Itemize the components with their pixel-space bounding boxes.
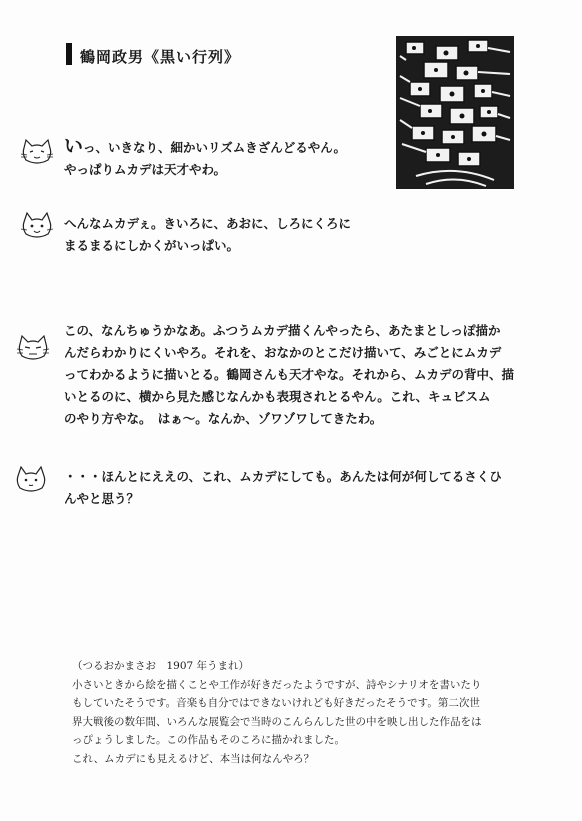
dialogue-2 — [64, 213, 524, 257]
artist-bio — [72, 657, 532, 768]
dialogue-1-line-2: やっぱりムカデは天才やわ。 — [64, 162, 227, 177]
dialogue-1 — [64, 135, 524, 181]
bio-line-5: っぴょうしました。この作品もそのころに描かれました。 — [72, 734, 345, 746]
dialogue-3-line-3: ってわかるように描いとる。鶴岡さんも天才やな。それから、ムカデの背中、描 — [64, 367, 515, 382]
title-marker-bar — [66, 43, 72, 65]
bio-line-1: （つるおかまさお 1907 年うまれ） — [72, 660, 250, 672]
dialogue-3-line-4: いとるのに、横から見た感じなんかも表現されとるやん。これ、キュビスム — [64, 389, 491, 404]
dialogue-1-line-1: っ、いきなり、細かいリズムきざんどるやん。 — [83, 140, 347, 155]
dialogue-1-first-char: い — [64, 135, 84, 157]
bio-line-3: もしていたそうです。音楽も自分ではできないけれども好きだったそうです。第二次世 — [72, 697, 480, 709]
bio-line-2: 小さいときから絵を描くことや工作が好きだったようですが、詩やシナリオを書いたり — [72, 678, 482, 691]
dialogue-4-line-1: ・・・ほんとにええの、これ、ムカデにしても。あんたは何が何してるさくひ — [64, 469, 502, 484]
dialogue-3-line-5: のやり方やな。 はぁ～。なんか、ゾワゾワしてきたわ。 — [64, 411, 383, 426]
dialogue-4-line-2: んやと思う？ — [64, 491, 140, 506]
dialogue-4 — [64, 466, 524, 510]
bio-line-4: 界大戦後の数年間、いろんな展覧会で当時のこんらんした世の中を映し出した作品をは — [72, 715, 482, 728]
page-title: 鶴岡政男《黒い行列》 — [80, 48, 241, 66]
cat-face-icon — [16, 334, 50, 362]
dialogue-3-line-2: んだらわかりにくいやろ。それを、おなかのとこだけ描いて、みごとにムカデ — [64, 345, 502, 360]
dialogue-3-line-1: この、なんちゅうかなあ。ふつうムカデ描くんやったら、あたまとしっぽ描か — [64, 323, 501, 338]
dialogue-2-line-1: へんなムカデぇ。きいろに、あおに、しろにくろに — [64, 216, 352, 231]
dialogue-3 — [64, 320, 524, 430]
cat-face-icon — [14, 466, 48, 494]
cat-face-icon — [20, 212, 54, 240]
cat-face-icon — [20, 138, 54, 166]
bio-line-6: これ、ムカデにも見えるけど、本当は何なんやろ？ — [72, 752, 315, 765]
dialogue-2-line-2: まるまるにしかくがいっぱい。 — [64, 238, 240, 253]
